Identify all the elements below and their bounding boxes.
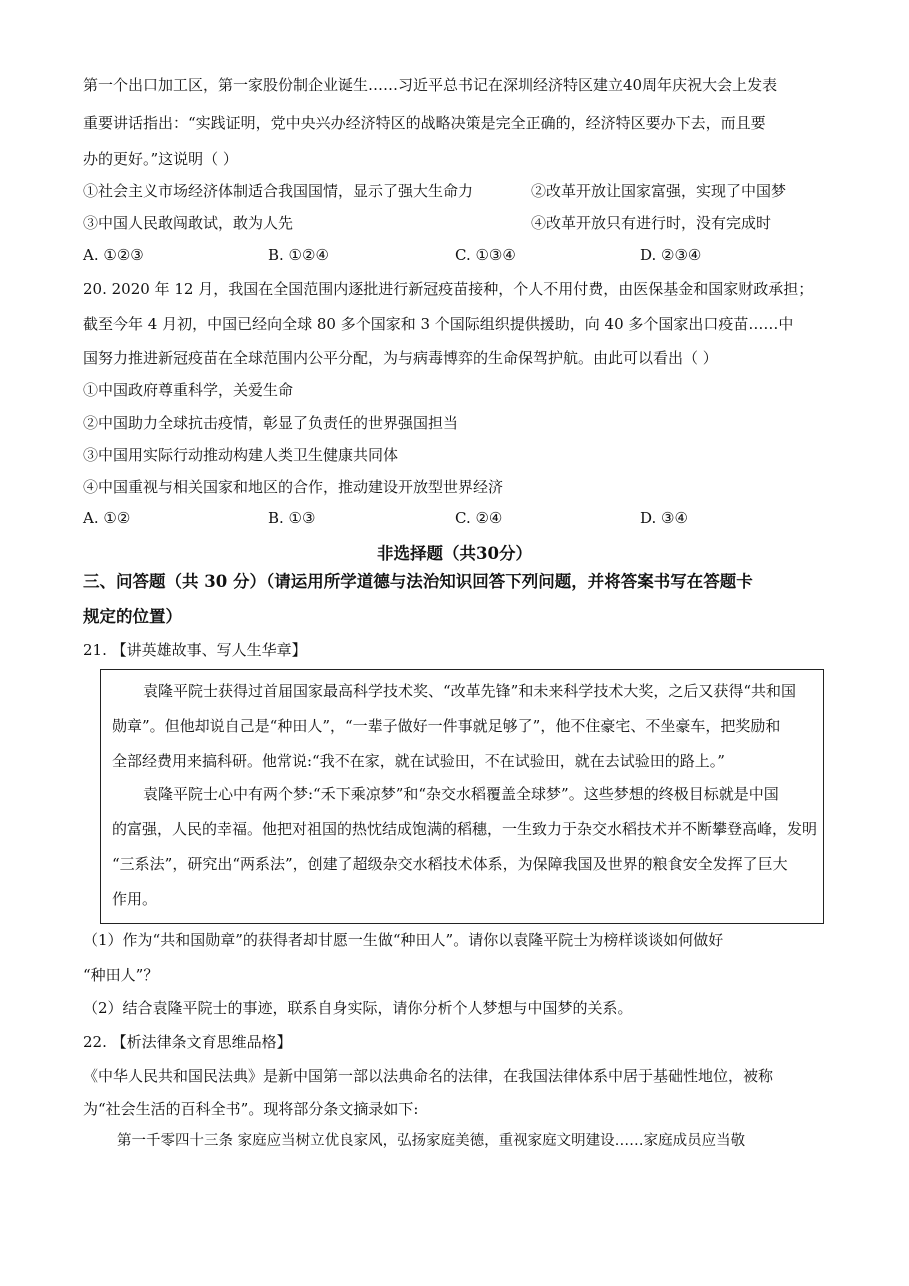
q19-statement: ②改革开放让国家富强，实现了中国梦 xyxy=(531,182,787,200)
intro-line: 重要讲话指出：“实践证明，党中央兴办经济特区的战略决策是完全正确的，经济特区要办下去，而且要 xyxy=(83,114,766,132)
intro-line: 第一个出口加工区，第一家股份制企业诞生……习近平总书记在深圳经济特区建立40周年庆祝大会上发表 xyxy=(83,76,778,94)
q22-article: 第一千零四十三条 家庭应当树立优良家风，弘扬家庭美德，重视家庭文明建设……家庭成员应当敬 xyxy=(117,1133,746,1149)
q22-line: 为“社会生活的百科全书”。现将部分条文摘录如下: xyxy=(83,1100,419,1118)
q19-option-a: A. ①②③ xyxy=(83,246,144,264)
q19-statement: ④改革开放只有进行时，没有完成时 xyxy=(531,214,772,232)
q20-line: 国努力推进新冠疫苗在全球范围内公平分配，为与病毒博弈的生命保驾护航。由此可以看出（ ） xyxy=(83,349,718,367)
section-title: 非选择题（共30分） xyxy=(377,544,532,563)
q21-question: “种田人”？ xyxy=(83,966,159,984)
q20-option-d: D. ③④ xyxy=(640,509,688,527)
q20-line: 截至今年 4 月初，中国已经向全球 80 多个国家和 3 个国际组织提供援助，向 40 多个国家出口疫苗……中 xyxy=(83,315,794,333)
q21-material-line: 的富强，人民的幸福。他把对祖国的热忱结成饱满的稻穗，一生致力于杂交水稻技术并不断攀登高峰，发明 xyxy=(112,820,818,838)
q19-option-b: B. ①②④ xyxy=(268,246,329,264)
q19-option-d: D. ②③④ xyxy=(640,246,702,264)
q21-material-line: 袁隆平院士心中有两个梦:“禾下乘凉梦”和“杂交水稻覆盖全球梦”。这些梦想的终极目标就是中国 xyxy=(143,785,779,803)
q19-statement: ③中国人民敢闯敢试，敢为人先 xyxy=(83,214,294,232)
q19-statement: ①社会主义市场经济体制适合我国国情，显示了强大生命力 xyxy=(83,182,474,200)
q21-question: （2）结合袁隆平院士的事迹，联系自身实际，请你分析个人梦想与中国梦的关系。 xyxy=(83,999,633,1017)
q20-option-c: C. ②④ xyxy=(455,509,503,527)
q20-statement: ①中国政府尊重科学，关爱生命 xyxy=(83,381,294,399)
part3-heading: 规定的位置） xyxy=(83,607,182,626)
q20-statement: ②中国助力全球抗击疫情，彰显了负责任的世界强国担当 xyxy=(83,414,459,432)
q21-material-line: 袁隆平院士获得过首届国家最高科学技术奖、“改革先锋”和未来科学技术大奖，之后又获得“共和国 xyxy=(143,682,797,700)
q21-material-line: 作用。 xyxy=(112,890,158,908)
q20-line: 20. 2020 年 12 月，我国在全国范围内逐批进行新冠疫苗接种，个人不用付费，由医保基金和国家财政承担； xyxy=(83,280,814,298)
part3-heading: 三、问答题（共 30 分）（请运用所学道德与法治知识回答下列问题，并将答案书写在答题卡 xyxy=(83,572,753,591)
q22-line: 《中华人民共和国民法典》是新中国第一部以法典命名的法律，在我国法律体系中居于基础性地位，被称 xyxy=(83,1067,774,1085)
q20-statement: ③中国用实际行动推动构建人类卫生健康共同体 xyxy=(83,446,399,464)
q20-option-a: A. ①② xyxy=(83,509,131,527)
q20-option-b: B. ①③ xyxy=(268,509,316,527)
intro-line: 办的更好。”这说明（ ） xyxy=(83,150,238,168)
q21-material-line: 勋章”。但他却说自己是“种田人”，“一辈子做好一件事就足够了”，他不住豪宅、不坐豪车，把奖励和 xyxy=(112,717,781,735)
q20-statement: ④中国重视与相关国家和地区的合作，推动建设开放型世界经济 xyxy=(83,478,504,496)
q21-question: （1）作为“共和国勋章”的获得者却甘愿一生做“种田人”。请你以袁隆平院士为榜样谈谈如何做好 xyxy=(83,931,724,949)
q21-material-line: “三系法”，研究出“两系法”，创建了超级杂交水稻技术体系，为保障我国及世界的粮食安全发挥了巨大 xyxy=(112,855,788,873)
q19-option-c: C. ①③④ xyxy=(455,246,516,264)
q21-title: 21. 【讲英雄故事、写人生华章】 xyxy=(83,641,307,659)
q22-title: 22. 【析法律条文育思维品格】 xyxy=(83,1033,292,1051)
q21-material-line: 全部经费用来搞科研。他常说:“我不在家，就在试验田，不在试验田，就在去试验田的路上。” xyxy=(112,752,725,770)
